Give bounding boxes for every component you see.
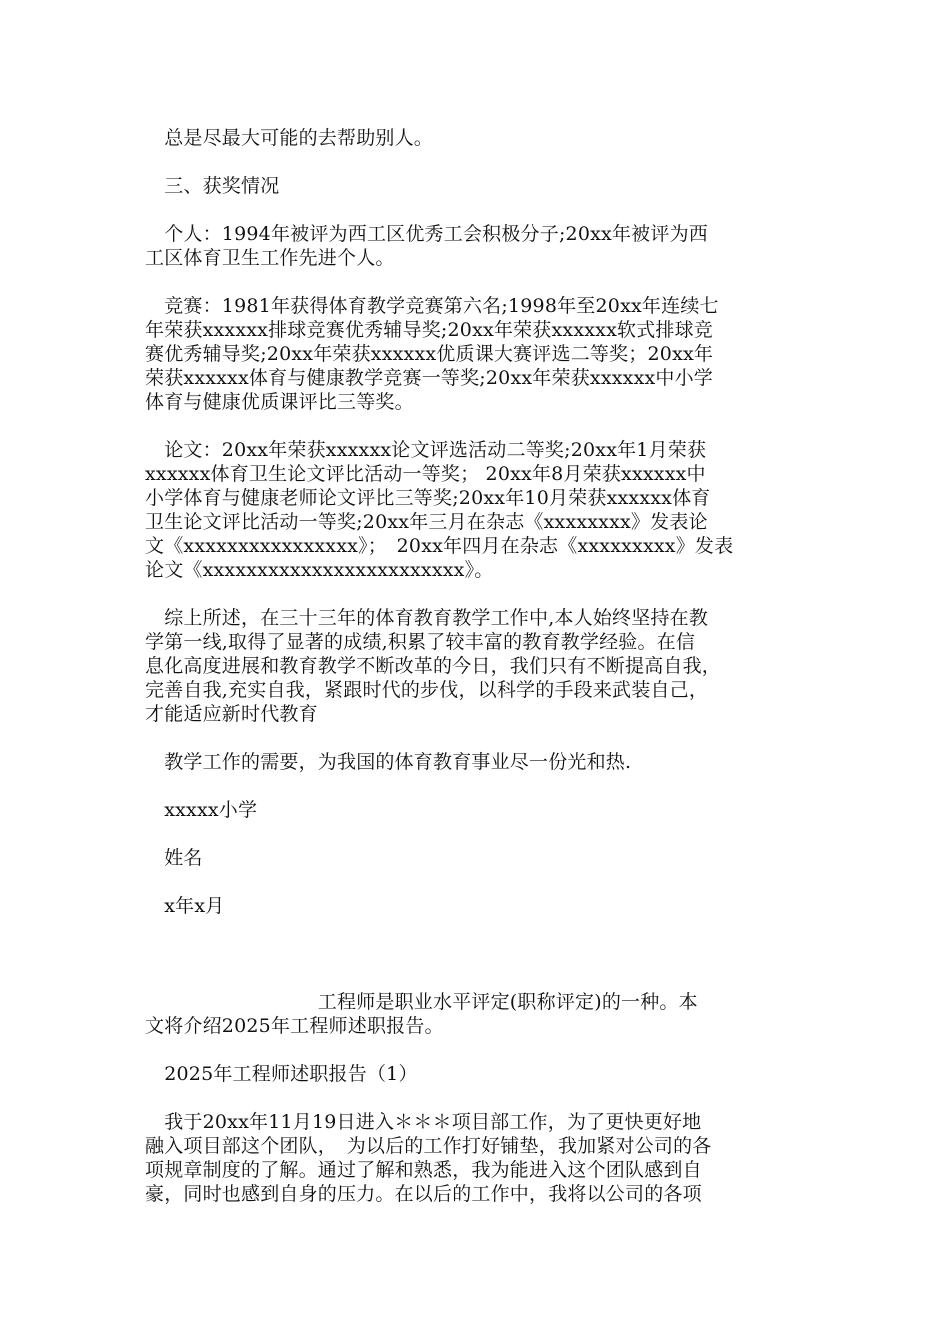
text-line: 赛优秀辅导奖;20xx年荣获xxxxxx优质课大赛评选二等奖；20xx年 [145, 343, 714, 365]
text-line: 工区体育卫生工作先进个人。 [145, 247, 395, 269]
text-line: 教学工作的需要，为我国的体育教育事业尽一份光和热. [145, 751, 632, 773]
paragraph-help-others [145, 126, 805, 150]
signature-date [145, 894, 805, 918]
text-line: 我于20xx年11月19日进入＊＊＊项目部工作，为了更快更好地 [145, 1111, 702, 1133]
text-line: 学第一线,取得了显著的成绩,积累了较丰富的教育教学经验。在信 [145, 631, 696, 653]
paragraph-closing [145, 750, 805, 774]
text-line: 年荣获xxxxxx排球竞赛优秀辅导奖;20xx年荣获xxxxxx软式排球竞 [145, 319, 713, 341]
text-line: 三、获奖情况 [145, 175, 280, 197]
paragraph-engineer-report-body [145, 1110, 805, 1206]
text-line: 工程师是职业水平评定(职称评定)的一种。本 [145, 991, 698, 1013]
text-line: 竞赛：1981年获得体育教学竞赛第六名;1998年至20xx年连续七 [145, 295, 719, 317]
signature-school [145, 798, 805, 822]
text-line: 完善自我,充实自我，紧跟时代的步伐，以科学的手段来武装自己， [145, 679, 709, 701]
text-line: 论文：20xx年荣获xxxxxx论文评选活动二等奖;20xx年1月荣获 [145, 439, 707, 461]
heading-engineer-report [145, 1062, 805, 1086]
text-line: x年x月 [145, 895, 225, 917]
paragraph-competition-awards [145, 294, 805, 414]
text-line: 融入项目部这个团队， 为以后的工作打好铺垫，我加紧对公司的各 [145, 1135, 712, 1157]
heading-awards [145, 174, 805, 198]
text-line: 体育与健康优质课评比三等奖。 [145, 391, 414, 413]
paragraph-personal-awards [145, 222, 805, 270]
text-line: 才能适应新时代教育 [145, 703, 318, 725]
text-line: 息化高度进展和教育教学不断改革的今日，我们只有不断提高自我， [145, 655, 722, 677]
text-line: 总是尽最大可能的去帮助别人。 [145, 127, 434, 149]
text-line: 文《xxxxxxxxxxxxxxxx》； 20xx年四月在杂志《xxxxxxxxx》发表 [145, 535, 734, 557]
text-line: 卫生论文评比活动一等奖;20xx年三月在杂志《xxxxxxxx》发表论 [145, 511, 708, 533]
paragraph-summary [145, 606, 805, 726]
signature-name [145, 846, 805, 870]
text-line: xxxxxx体育卫生论文评比活动一等奖； 20xx年8月荣获xxxxxx中 [145, 463, 706, 485]
text-line: 小学体育与健康老师论文评比三等奖;20xx年10月荣获xxxxxx体育 [145, 487, 711, 509]
text-line: 综上所述，在三十三年的体育教育教学工作中,本人始终坚持在教 [145, 607, 709, 629]
text-line: 荣获xxxxxx体育与健康教学竞赛一等奖;20xx年荣获xxxxxx中小学 [145, 367, 713, 389]
text-line: 个人：1994年被评为西工区优秀工会积极分子;20xx年被评为西 [145, 223, 708, 245]
paragraph-engineer-intro [145, 990, 805, 1038]
paragraph-paper-awards [145, 438, 805, 582]
text-line: 项规章制度的了解。通过了解和熟悉，我为能进入这个团队感到自 [145, 1159, 702, 1181]
text-line: 文将介绍2025年工程师述职报告。 [145, 1015, 444, 1037]
text-line: 姓名 [145, 847, 203, 869]
text-line: xxxxx小学 [145, 799, 258, 821]
text-line: 2025年工程师述职报告（1） [145, 1063, 418, 1085]
text-line: 豪，同时也感到自身的压力。在以后的工作中，我将以公司的各项 [145, 1183, 702, 1205]
text-line: 论文《xxxxxxxxxxxxxxxxxxxxxxxx》。 [145, 559, 494, 581]
